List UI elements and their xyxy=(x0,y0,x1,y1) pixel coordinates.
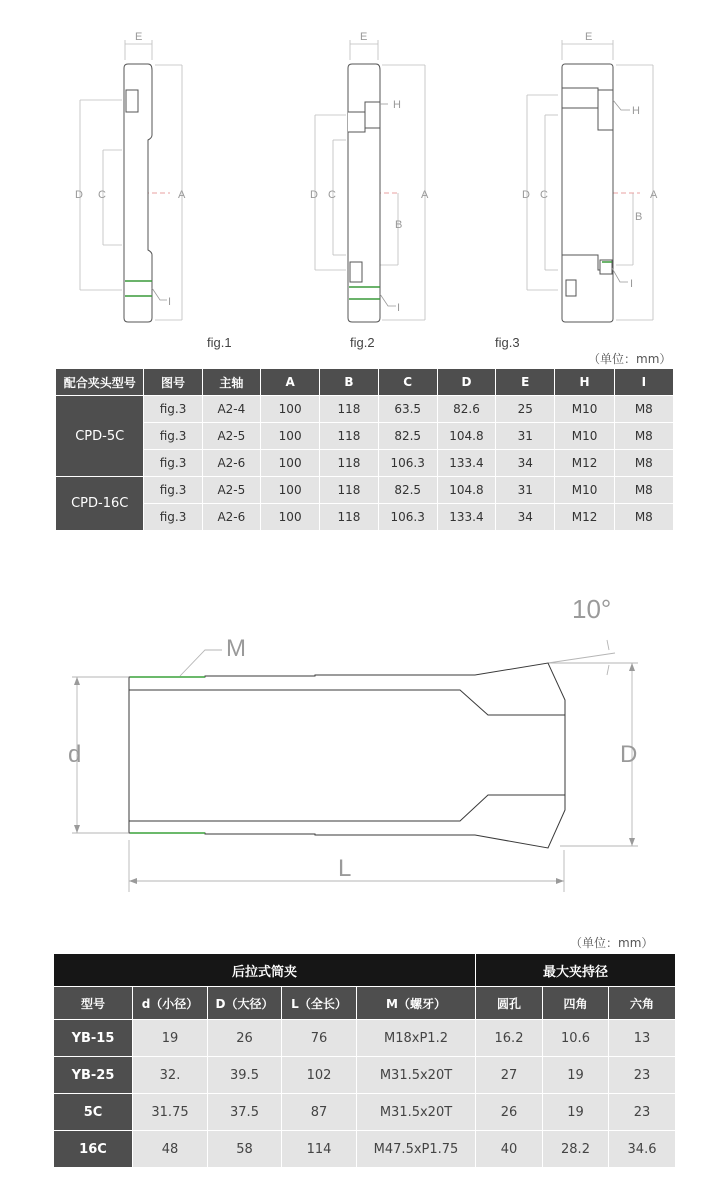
table-cell: 100 xyxy=(261,450,319,476)
table-cell: 58 xyxy=(208,1131,281,1167)
dim-label-e-fig1: E xyxy=(135,31,143,43)
table-cell: 26 xyxy=(476,1094,542,1130)
table-cell: 118 xyxy=(320,396,377,422)
d-label: d xyxy=(68,741,82,768)
col-header: B xyxy=(320,369,377,395)
unit-label-2: （单位：mm） xyxy=(570,936,654,950)
table-cell: 19 xyxy=(133,1020,207,1056)
table-row xyxy=(54,1094,675,1130)
l-label: L xyxy=(338,855,352,882)
col-header: d（小径） xyxy=(133,987,207,1019)
col-header: 型号 xyxy=(54,987,132,1019)
col-header: 配合夹头型号 xyxy=(56,369,143,395)
table-cell: 114 xyxy=(282,1131,356,1167)
col-header: 圆孔 xyxy=(476,987,542,1019)
fig2-caption: fig.2 xyxy=(350,335,375,350)
table-cell: 82.5 xyxy=(379,423,437,449)
col-header: 四角 xyxy=(543,987,608,1019)
table-cell: fig.3 xyxy=(144,504,201,530)
group-header-right: 最大夹持径 xyxy=(476,954,675,986)
table-cell: 106.3 xyxy=(379,450,437,476)
table-cell: A2-6 xyxy=(203,450,260,476)
dim-label-a-fig1: A xyxy=(178,189,186,201)
table-cell: 82.5 xyxy=(379,477,437,503)
col-header: 主轴 xyxy=(203,369,260,395)
table-cell: 100 xyxy=(261,477,319,503)
col-header: D（大径） xyxy=(208,987,281,1019)
table-cell: M8 xyxy=(615,450,673,476)
dim-label-a-fig2: A xyxy=(421,189,429,201)
table-cell: fig.3 xyxy=(144,477,201,503)
model-cell: 5C xyxy=(54,1094,132,1130)
table-cell: 102 xyxy=(282,1057,356,1093)
table-cell: 16.2 xyxy=(476,1020,542,1056)
dim-label-i-fig3: I xyxy=(630,278,634,290)
table-cell: 63.5 xyxy=(379,396,437,422)
model-cell: CPD-16C xyxy=(56,477,143,530)
col-header: 图号 xyxy=(144,369,201,395)
table-cell: fig.3 xyxy=(144,396,201,422)
col-header: I xyxy=(615,369,673,395)
table-cell: 23 xyxy=(609,1057,675,1093)
dim-label-a-fig3: A xyxy=(650,189,658,201)
table-cell: A2-5 xyxy=(203,477,260,503)
table-cell: M18xP1.2 xyxy=(357,1020,475,1056)
table-cell: 34 xyxy=(496,504,554,530)
col-header: D xyxy=(438,369,495,395)
dim-label-h-fig3: H xyxy=(632,105,640,117)
table-cell: 118 xyxy=(320,477,377,503)
unit-label-1: （单位：mm） xyxy=(588,352,672,366)
col-header: 六角 xyxy=(609,987,675,1019)
dim-label-c-fig3: C xyxy=(540,189,548,201)
table-cell: fig.3 xyxy=(144,450,201,476)
table-cell: M10 xyxy=(555,396,613,422)
table-cell: fig.3 xyxy=(144,423,201,449)
table-cell: 10.6 xyxy=(543,1020,608,1056)
table-cell: 118 xyxy=(320,450,377,476)
col-header: C xyxy=(379,369,437,395)
table-row xyxy=(54,1057,675,1093)
table-cell: 31 xyxy=(496,423,554,449)
table-cell: A2-6 xyxy=(203,504,260,530)
table-cell: 76 xyxy=(282,1020,356,1056)
table-cell: 23 xyxy=(609,1094,675,1130)
dim-label-e-fig2: E xyxy=(360,31,368,43)
table-cell: 87 xyxy=(282,1094,356,1130)
table-cell: M8 xyxy=(615,396,673,422)
model-cell: 16C xyxy=(54,1131,132,1167)
group-header-left: 后拉式筒夹 xyxy=(54,954,475,986)
table-cell: 32. xyxy=(133,1057,207,1093)
col-header: M（螺牙） xyxy=(357,987,475,1019)
table-cell: 19 xyxy=(543,1094,608,1130)
table-cell: 28.2 xyxy=(543,1131,608,1167)
table-cell: 100 xyxy=(261,423,319,449)
table-cell: M10 xyxy=(555,477,613,503)
table-cell: 133.4 xyxy=(438,504,495,530)
table-cell: M47.5xP1.75 xyxy=(357,1131,475,1167)
table-cell: 34 xyxy=(496,450,554,476)
table-cell: M10 xyxy=(555,423,613,449)
table-cell: 104.8 xyxy=(438,423,495,449)
table-row xyxy=(54,1131,675,1167)
table-cell: 133.4 xyxy=(438,450,495,476)
table-cell: M31.5x20T xyxy=(357,1094,475,1130)
col-header: L（全长） xyxy=(282,987,356,1019)
fig3-caption: fig.3 xyxy=(495,335,520,350)
table-cell: 27 xyxy=(476,1057,542,1093)
model-cell: CPD-5C xyxy=(56,396,143,476)
dim-label-c-fig1: C xyxy=(98,189,106,201)
table-cell: 37.5 xyxy=(208,1094,281,1130)
model-cell: YB-25 xyxy=(54,1057,132,1093)
col-header: A xyxy=(261,369,319,395)
table-cell: 31.75 xyxy=(133,1094,207,1130)
table-cell: 48 xyxy=(133,1131,207,1167)
table-cell: 118 xyxy=(320,504,377,530)
dim-label-d-fig3: D xyxy=(522,189,530,201)
table-group-header-row xyxy=(54,954,675,986)
table-cell: A2-5 xyxy=(203,423,260,449)
dim-label-b-fig3: B xyxy=(635,211,643,223)
dim-label-c-fig2: C xyxy=(328,189,336,201)
table-cell: A2-4 xyxy=(203,396,260,422)
big-d-label: D xyxy=(620,741,638,768)
col-header: E xyxy=(496,369,554,395)
dim-label-b-fig2: B xyxy=(395,219,403,231)
fig1-caption: fig.1 xyxy=(207,335,232,350)
table-cell: M8 xyxy=(615,423,673,449)
table-cell: M8 xyxy=(615,477,673,503)
model-cell: YB-15 xyxy=(54,1020,132,1056)
dim-label-i-fig2: I xyxy=(397,302,401,314)
table-cell: 100 xyxy=(261,396,319,422)
table-cell: M12 xyxy=(555,504,613,530)
table-cell: 39.5 xyxy=(208,1057,281,1093)
dim-label-h-fig2: H xyxy=(393,99,401,111)
angle-label: 10° xyxy=(572,594,612,624)
dim-label-i-fig1: I xyxy=(168,296,172,308)
table-cell: 31 xyxy=(496,477,554,503)
collet-spec-table xyxy=(53,953,676,1168)
table-cell: 34.6 xyxy=(609,1131,675,1167)
table-cell: 100 xyxy=(261,504,319,530)
table-cell: 25 xyxy=(496,396,554,422)
m-label: M xyxy=(226,635,246,662)
table-cell: 118 xyxy=(320,423,377,449)
table-cell: 13 xyxy=(609,1020,675,1056)
table-header-row xyxy=(54,987,675,1019)
col-header: H xyxy=(555,369,613,395)
table-cell: M8 xyxy=(615,504,673,530)
dim-label-d-fig2: D xyxy=(310,189,318,201)
table-cell: M31.5x20T xyxy=(357,1057,475,1093)
table-cell: M12 xyxy=(555,450,613,476)
table-row xyxy=(54,1020,675,1056)
table-cell: 40 xyxy=(476,1131,542,1167)
table-cell: 19 xyxy=(543,1057,608,1093)
table-cell: 106.3 xyxy=(379,504,437,530)
table-cell: 104.8 xyxy=(438,477,495,503)
dim-label-e-fig3: E xyxy=(585,31,593,43)
dim-label-d-fig1: D xyxy=(75,189,83,201)
table-cell: 82.6 xyxy=(438,396,495,422)
table-cell: 26 xyxy=(208,1020,281,1056)
